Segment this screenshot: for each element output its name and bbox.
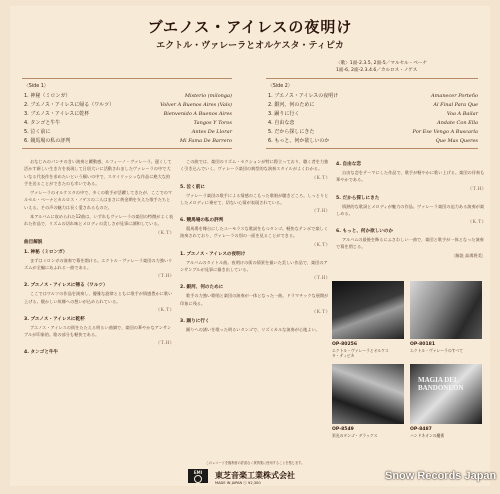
side1-label: 〈Side 1〉	[24, 84, 49, 89]
track-title-es: Volver A Buenos Aires (Vals)	[160, 102, 232, 108]
author-signature: （Ｋ.Ｔ）	[155, 229, 174, 235]
tracklist-item	[24, 137, 232, 145]
album-cover-photo	[332, 364, 404, 424]
album-caption	[410, 427, 474, 438]
track-title-es: Bienvenido A Buenos Aires	[163, 111, 232, 117]
paragraph: アルバムの最後を飾るにふさわしい一曲で、楽団と歌手が一体となった演奏で幕を閉じる。	[336, 237, 484, 250]
track-title-jp: 2. 銀河、何のために	[268, 102, 315, 108]
paragraph: 踊りへの誘いを歌った明るいタンゴで、リズミカルな演奏が心地よい。	[186, 326, 320, 332]
section-heading: 1. 神秘（ミロンガ）	[24, 249, 68, 255]
section-heading: 2. ブエノス・アイレスに帰る（ワルツ）	[24, 283, 108, 289]
track-title-jp: 6. 競馬場の私の評判	[24, 138, 71, 144]
section-heading: 6. 競馬場の私の評判	[180, 218, 224, 224]
album-cover-photo	[410, 364, 482, 424]
section-heading: 4. タンゴと牛牛	[24, 350, 59, 356]
track-title-es: Al Final Para Que	[433, 102, 478, 108]
author-signature: 〔解説 高場将美〕	[451, 252, 486, 258]
album-cover-photo	[410, 281, 482, 339]
album-description: エクトル・ヴァレーラとオルケスタ・ティピカ	[332, 347, 389, 358]
emi-logo-text: EMI	[193, 469, 203, 475]
paragraph: アルバムのタイトル曲。夜明けの街の情景を描いた美しい作品で、楽団のアンサンブルが見事に描き出している。	[180, 259, 328, 273]
track-title-es: Que Mas Queres	[435, 138, 478, 144]
album-caption	[332, 342, 396, 359]
side2-bottom-rule	[266, 148, 478, 149]
paragraph: ここではワルツの作品を演奏し、優雅な旋律とともに歌手が情感豊かに歌い上げる。懐かしい故郷への想いが込められている。	[24, 291, 173, 304]
record-company-name: 東芝音楽工業株式会社	[215, 471, 295, 480]
tracklist-item	[268, 101, 478, 109]
credit-line-2: 1面-6, 2面-2.3.4.6／カルロス・ノゲス	[336, 68, 418, 73]
section-heading: 3. 踊りに行く	[180, 318, 210, 324]
album-title: ブエノス・アイレスの夜明け	[147, 18, 353, 36]
tracklist-item	[24, 101, 232, 109]
album-description: エクトル・ヴァレーラのすべて	[410, 347, 464, 353]
paragraph: 競馬場を舞台にしたユーモラスな歌詞をもつタンゴ。軽快なテンポで楽しく演奏されており、ヴァレーラの別の一面を見ることができる。	[180, 226, 328, 239]
track-title-jp: 3. ブエノス・アイレスに乾杯	[24, 111, 90, 117]
track-title-jp: 6. もっと、何か欲しいのか	[268, 138, 330, 144]
watermark: Snow Records Japan	[385, 470, 497, 482]
album-catalog-number: OP-8487	[410, 427, 432, 432]
label-logo	[188, 469, 208, 483]
tracklist-item	[268, 119, 478, 127]
track-title-jp: 4. 自由な恋	[268, 120, 295, 126]
tracklist-item	[24, 119, 232, 127]
tracklist-item	[268, 92, 478, 100]
section-heading: 5. だから探しにきた	[336, 195, 380, 201]
album-catalog-number: OP-80181	[410, 342, 436, 347]
track-title-jp: 5. 泣く前に	[24, 129, 51, 135]
section-heading: 3. ブエノス・アイレスに乾杯	[24, 316, 85, 322]
track-title-es: Tangos Y Toros	[193, 120, 232, 126]
author-signature: （Ｋ.Ｔ）	[311, 241, 330, 247]
author-signature: （Ｔ.Ｈ）	[311, 275, 330, 281]
side2-label: 〈Side 2〉	[268, 84, 293, 89]
tracklist-item	[24, 110, 232, 118]
rental-notice: このレコードを権利者の許諾なく賃貸業に使用することを禁じます。	[205, 461, 305, 465]
album-cover-lettering: MAGIA DEL BANDONEON	[418, 376, 464, 392]
track-title-jp: 3. 踊りに行く	[268, 111, 300, 117]
paragraph: この曲では、楽団のリズム・セクションが特に際立っており、聴く者を力強く引き込んでいく。ヴァレーラ楽団の典型的な演奏スタイルがよくわかる。	[180, 159, 329, 172]
liner-notes-column-2	[180, 158, 330, 438]
album-description: 栄光のタンゴ・デラックス	[332, 432, 378, 438]
track-title-es: Andate Con Ella	[436, 120, 478, 126]
author-signature: （Ｋ.Ｔ）	[311, 174, 330, 180]
author-signature: （Ｋ.Ｔ）	[311, 308, 330, 314]
author-signature: （Ｋ.Ｔ）	[155, 306, 174, 312]
paragraph: 歌手の力強い歌唱と楽団の演奏が一体となった一曲。ドラマチックな展開が印象に残る。	[180, 293, 329, 306]
side2-top-rule	[266, 78, 478, 79]
paragraph: ヴァレーラ楽団の歌手による情感のこもった歌唱が聴きどころ。しっとりとしたメロディに乗せて、切ない心情が表現されている。	[180, 192, 329, 205]
album-catalog-number: OP-8549	[332, 427, 354, 432]
paragraph: おなじみのパンチのきい演奏と躍動感、ルフィーノ・ヴァレーラ。遅くして活かす新しい生き方を表現して日頃大いに活動されましたヴァレーラの中で大いなる代表作を求めたいという願いの中で、スタイリッシュな作品に絶大な拍手を送ることができたのも幸いである。	[24, 159, 172, 186]
track-title-jp: 5. だから探しにきた	[268, 129, 315, 135]
section-heading: 2. 銀河、何のために	[180, 285, 224, 291]
track-title-jp: 1. ブエノス・アイレスの夜明け	[268, 93, 339, 99]
track-title-es: Misterio (milonga)	[184, 93, 232, 99]
section-heading: 5. 泣く前に	[180, 184, 205, 190]
album-caption	[332, 427, 396, 438]
liner-notes-column-3	[336, 158, 486, 268]
paragraph: まずはミロンガの演奏で幕を開ける。エクトル・ヴァレーラ楽団の力強いリズムが全編にあふれる一曲である。	[24, 257, 173, 270]
section-heading: 4. 自由な恋	[336, 162, 361, 167]
side1-top-rule	[22, 78, 232, 79]
track-title-es: Antes De Llorar	[191, 129, 232, 135]
author-signature: （Ｔ.Ｈ）	[155, 340, 174, 346]
author-signature: （Ｔ.Ｈ）	[155, 273, 174, 279]
credit-line-1: 〈歌〉1面-2.3.5, 2面-5／マルセル・ベーナ	[336, 61, 428, 66]
record-logo-icon	[194, 475, 202, 483]
track-title-es: Amanecer Porteño	[430, 93, 478, 99]
author-signature: （Ｔ.Ｈ）	[311, 208, 330, 214]
author-signature: （Ｋ.Ｔ）	[467, 219, 486, 225]
paragraph: 本アルバムに収められた12曲は、いずれもヴァレーラの楽団の特徴がよく表れた作品で、リズムの切れ味とメロディの美しさが見事に調和している。	[24, 214, 174, 227]
tracklist-item	[24, 128, 232, 136]
paragraph: ブエノス・アイレスの街をたたえる明るい曲調で、楽団の華やかなアンサンブルが印象的。歌の部分も軽快である。	[24, 324, 172, 338]
track-title-jp: 1. 神秘（ミロンガ）	[24, 93, 71, 99]
tracklist-item	[268, 110, 478, 118]
tracklist-item	[24, 92, 232, 100]
track-title-jp: 4. タンゴと牛牛	[24, 120, 61, 126]
track-title-jp: 2. ブエノス・アイレスに帰る（ワルツ）	[24, 102, 115, 108]
paragraph: 情熱的な歌詞とメロディが魅力の作品。ヴァレーラ楽団の迫力ある演奏が楽しめる。	[336, 203, 485, 216]
album-catalog-number: OP-80256	[332, 342, 358, 347]
paragraph: ヴァレーラのオルケスタの中で、多くの歌手が活躍してきたが、ここでのマルセル・ベーナとカルロス・ノゲスの二人はまさに黄金期を支えた歌手たちといえる。その声の魅力は長く愛されるものだ。	[24, 190, 173, 210]
section-heading: 1. ブエノス・アイレスの夜明け	[180, 251, 246, 257]
section-heading: 曲目解説	[24, 239, 43, 245]
track-title-es: Voa A Bailar	[446, 111, 478, 117]
section-heading: 6. もっと、何か欲しいのか	[336, 229, 394, 235]
author-signature: （Ｔ.Ｈ）	[467, 185, 486, 191]
album-caption	[410, 342, 474, 353]
paragraph: 自由な恋をテーマにした作品で、歌手が軽やかに歌い上げる。楽団の伴奏も華やかである。	[336, 170, 485, 183]
album-cover-photo	[332, 281, 404, 339]
track-title-es: Mi Fama De Barrero	[179, 138, 232, 144]
liner-notes-column-1	[24, 158, 174, 438]
track-title-es: Por Ese Vengo A Buscarla	[412, 129, 478, 135]
side1-bottom-rule	[22, 148, 232, 149]
liner-notes-sheet	[10, 6, 490, 486]
tracklist-item	[268, 137, 478, 145]
made-in-line: MADE IN JAPAN ⓒ ¥2,300	[215, 481, 261, 485]
vocal-credits	[336, 60, 486, 74]
tracklist-item	[268, 128, 478, 136]
album-description: ハンドネオンの魔術	[410, 432, 445, 438]
album-subtitle: エクトル・ヴァレーラとオルケスタ・ティピカ	[156, 41, 344, 51]
